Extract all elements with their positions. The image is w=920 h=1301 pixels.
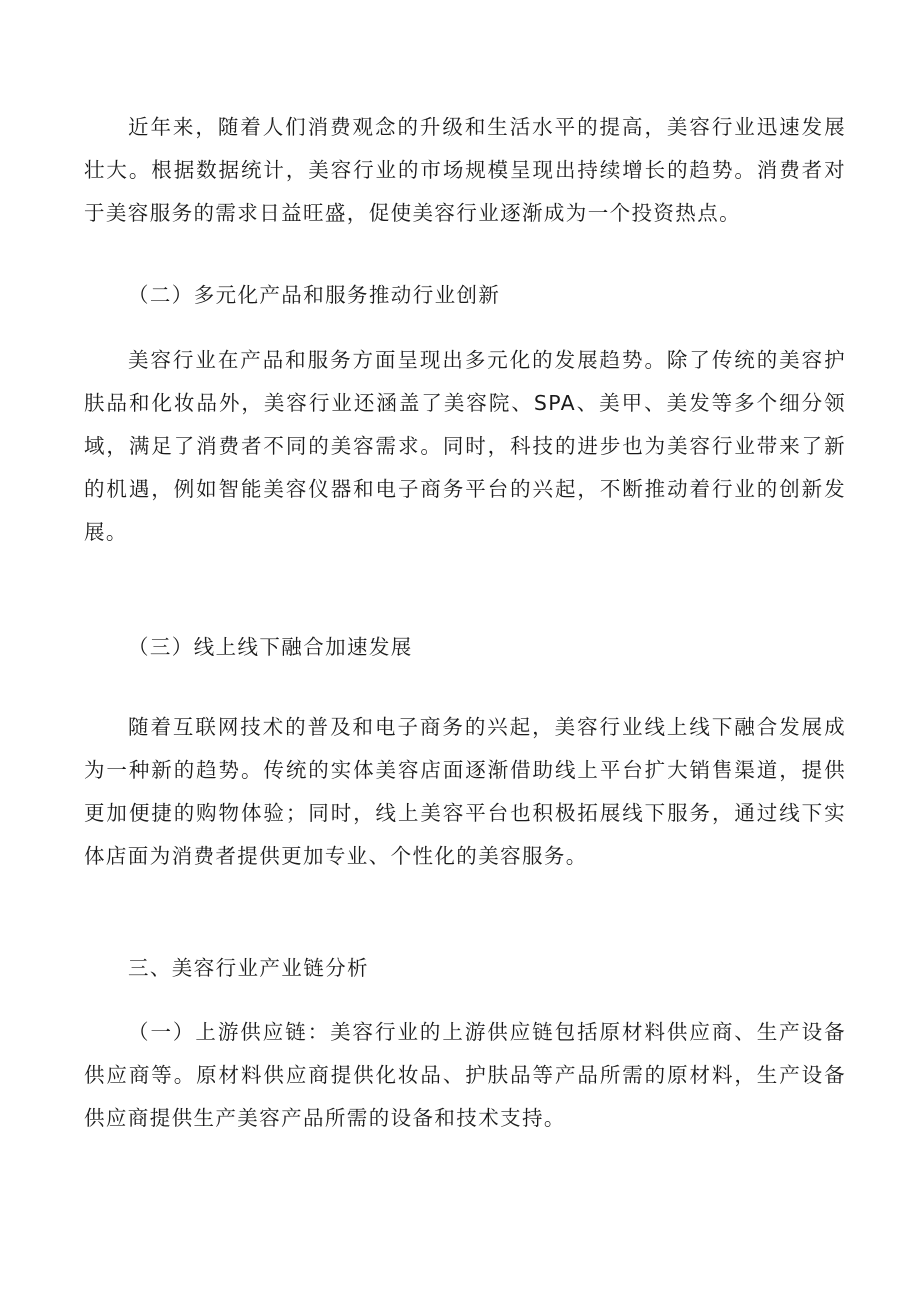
paragraph-diversification: 美容行业在产品和服务方面呈现出多元化的发展趋势。除了传统的美容护肤品和化妆品外，美容行业还涵盖了美容院、SPA、美甲、美发等多个细分领域，满足了消费者不同的美容需求。同时，科技的进步也为美容行业带来了新的机遇，例如智能美容仪器和电子商务平台的兴起，不断推动着行业的创新发展。 — [84, 348, 846, 544]
paragraph-market-growth: 近年来，随着人们消费观念的升级和生活水平的提高，美容行业迅速发展壮大。根据数据统计，美容行业的市场规模呈现出持续增长的趋势。消费者对于美容服务的需求日益旺盛，促使美容行业逐渐成为一个投资热点。 — [84, 115, 846, 225]
subheading-online-offline: （三）线上线下融合加速发展 — [128, 635, 413, 659]
paragraph-online-offline: 随着互联网技术的普及和电子商务的兴起，美容行业线上线下融合发展成为一种新的趋势。传统的实体美容店面逐渐借助线上平台扩大销售渠道，提供更加便捷的购物体验；同时，线上美容平台也积极拓展线下服务，通过线下实体店面为消费者提供更加专业、个性化的美容服务。 — [84, 715, 846, 868]
subheading-diversification: （二）多元化产品和服务推动行业创新 — [128, 283, 501, 307]
section-heading-industry-chain: 三、美容行业产业链分析 — [128, 956, 369, 980]
paragraph-upstream-supply: （一）上游供应链：美容行业的上游供应链包括原材料供应商、生产设备供应商等。原材料供应商提供化妆品、护肤品等产品所需的原材料，生产设备供应商提供生产美容产品所需的设备和技术支持。 — [84, 1020, 846, 1130]
